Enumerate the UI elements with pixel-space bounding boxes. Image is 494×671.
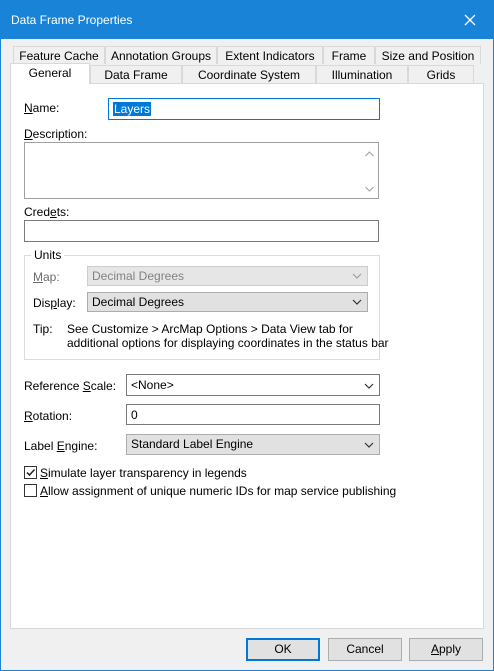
tab-grids[interactable]: Grids — [408, 65, 474, 83]
description-scrollbar[interactable] — [361, 143, 378, 198]
simulate-transparency-checkbox[interactable] — [24, 466, 37, 479]
label-engine-value: Standard Label Engine — [131, 437, 254, 451]
display-units-label: Display: — [33, 296, 76, 310]
allow-unique-ids-label[interactable]: Allow assignment of unique numeric IDs for map service publishing — [40, 484, 397, 498]
apply-label-rest: pply — [439, 642, 462, 656]
chevron-down-icon — [364, 381, 374, 391]
units-groupbox — [24, 248, 389, 360]
credits-input[interactable] — [24, 220, 379, 242]
tab-extent-indicators[interactable]: Extent Indicators — [217, 46, 323, 64]
apply-label-initial: A — [430, 642, 439, 656]
apply-button[interactable] — [409, 638, 483, 661]
allow-unique-ids-checkbox[interactable] — [24, 484, 37, 497]
chevron-down-icon — [352, 271, 362, 281]
tip-text-line1: See Customize > ArcMap Options > Data View tab for — [67, 322, 353, 336]
name-input-value: Layers — [114, 102, 151, 116]
tab-general[interactable]: General — [10, 63, 90, 84]
window-title: Data Frame Properties — [11, 13, 133, 27]
map-units-select[interactable] — [87, 266, 368, 286]
credits-label: Credets: — [24, 205, 70, 219]
rotation-input[interactable] — [126, 404, 380, 425]
close-icon — [464, 14, 476, 26]
description-textarea[interactable] — [24, 142, 379, 199]
display-units-value: Decimal Degrees — [92, 295, 185, 309]
general-tab-panel — [10, 83, 484, 629]
tab-illumination[interactable]: Illumination — [316, 65, 408, 83]
chevron-down-icon — [352, 297, 362, 307]
chevron-down-icon — [364, 440, 374, 450]
tip-label: Tip: — [33, 322, 53, 336]
tab-annotation-groups[interactable]: Annotation Groups — [105, 46, 217, 64]
label-engine-select[interactable] — [126, 434, 380, 455]
map-units-label: Map: — [33, 270, 60, 284]
map-units-value: Decimal Degrees — [92, 269, 185, 283]
units-legend: Units — [31, 248, 64, 262]
tab-data-frame[interactable]: Data Frame — [90, 65, 182, 83]
reference-scale-select[interactable] — [126, 374, 380, 396]
scroll-up-icon[interactable] — [361, 147, 378, 161]
tip-text-line2: additional options for displaying coordinates in the status bar — [67, 336, 389, 350]
description-label: Description: — [24, 127, 88, 141]
checkmark-icon — [25, 467, 36, 478]
display-units-select[interactable] — [87, 292, 368, 312]
simulate-transparency-label[interactable]: Simulate layer transparency in legends — [40, 466, 247, 480]
label-engine-label: Label Engine: — [24, 439, 98, 453]
close-button[interactable] — [447, 1, 493, 39]
reference-scale-label: Reference Scale: — [24, 379, 117, 393]
tab-frame[interactable]: Frame — [323, 46, 375, 64]
scroll-down-icon[interactable] — [361, 182, 378, 196]
name-label: Name: — [24, 101, 60, 115]
title-bar[interactable] — [1, 1, 493, 39]
name-input[interactable] — [108, 98, 380, 120]
tab-coordinate-system[interactable]: Coordinate System — [182, 65, 316, 83]
rotation-value: 0 — [131, 408, 138, 422]
ok-button[interactable]: OK — [246, 638, 320, 661]
reference-scale-value: <None> — [131, 378, 174, 392]
cancel-button[interactable]: Cancel — [328, 638, 402, 661]
rotation-label: Rotation: — [24, 409, 73, 423]
tab-size-and-position[interactable]: Size and Position — [375, 46, 481, 64]
tab-feature-cache[interactable]: Feature Cache — [13, 46, 105, 64]
